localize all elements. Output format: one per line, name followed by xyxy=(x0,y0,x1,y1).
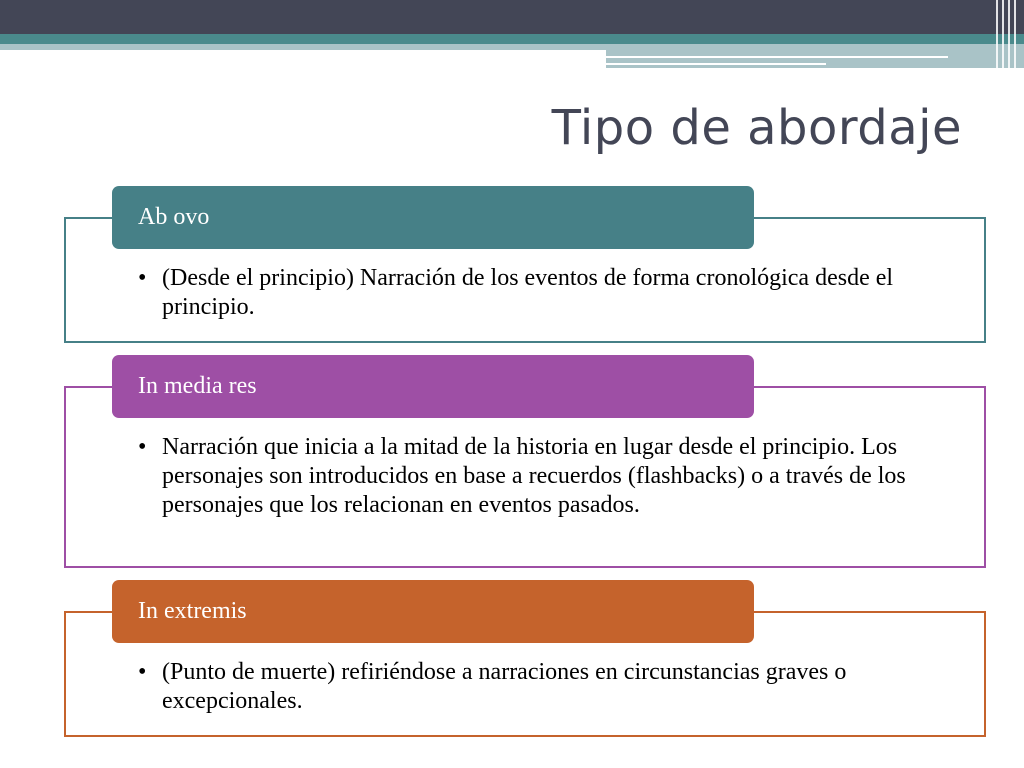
bullet-item: • (Punto de muerte) refiriéndose a narraciones en circunstancias graves o excepcionales. xyxy=(138,658,918,716)
header-stripe xyxy=(996,0,998,70)
section-heading: In media res xyxy=(112,355,754,418)
section-bullet-list xyxy=(138,658,918,716)
section-bullet-list xyxy=(138,433,918,520)
bullet-item: • (Desde el principio) Narración de los eventos de forma cronológica desde el principio. xyxy=(138,264,918,322)
header-bar-dark xyxy=(0,0,1024,34)
header-stripe xyxy=(1002,0,1004,70)
header-bar-teal xyxy=(0,34,1024,44)
section-bullet-list xyxy=(138,264,918,322)
header-stripe xyxy=(1008,0,1010,70)
header-accent-line xyxy=(606,63,826,65)
section-heading: Ab ovo xyxy=(112,186,754,249)
section-heading: In extremis xyxy=(112,580,754,643)
slide-title: Tipo de abordaje xyxy=(551,100,962,156)
bullet-item: • Narración que inicia a la mitad de la historia en lugar desde el principio. Los personajes son introducidos en base a recuerdos (flashbacks) o a través de los personajes que los relacionan en eventos pasados. xyxy=(138,433,918,520)
header-bar-stub xyxy=(606,50,1024,68)
header-stripe xyxy=(1014,0,1016,70)
header-accent-line xyxy=(606,56,948,58)
